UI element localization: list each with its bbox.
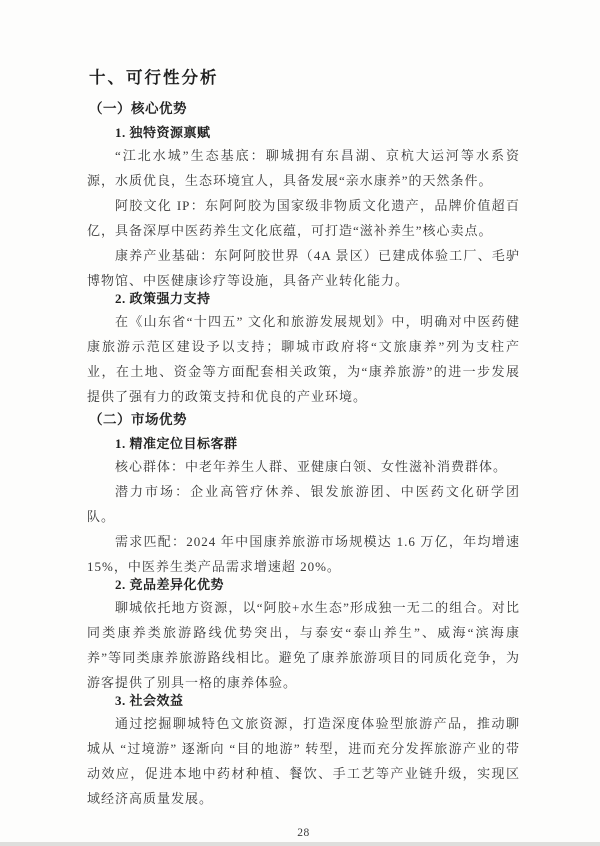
section-core-advantages — [87, 100, 520, 409]
subsection-heading-unique-resources: 1. 独特资源禀赋 — [115, 125, 211, 140]
section-heading-market-advantages: （二）市场优势 — [89, 412, 187, 427]
body-paragraph: 聊城依托地方资源，以“阿胶+水生态”形成独一无二的组合。对比同类康养类旅游路线优势突出，与泰安“泰山养生”、威海“滨海康养”等同类康养旅游路线相比。避免了康养旅游项目的同质化竞争，为游客提供了别具一格的康养体验。 — [87, 600, 520, 690]
subsection-heading-policy-support: 2. 政策强力支持 — [115, 291, 211, 306]
page-number: 28 — [297, 827, 310, 839]
subsection-heading-differentiation: 2. 竞品差异化优势 — [115, 577, 225, 592]
body-paragraph: 阿胶文化 IP：东阿阿胶为国家级非物质文化遗产，品牌价值超百亿，具备深厚中医药养生文化底蕴，可打造“滋补养生”核心卖点。 — [87, 198, 520, 238]
body-paragraph: 在《山东省“十四五” 文化和旅游发展规划》中，明确对中医药健康旅游示范区建设予以支持；聊城市政府将“文旅康养”列为支柱产业，在土地、资金等方面配套相关政策，为“康养旅游”的进一步发展提供了强有力的政策支持和优良的产业环境。 — [87, 314, 520, 404]
body-paragraph: 需求匹配：2024 年中国康养旅游市场规模达 1.6 万亿，年均增速 15%，中医养生类产品需求增速超 20%。 — [87, 534, 520, 574]
body-paragraph: “江北水城”生态基底：聊城拥有东昌湖、京杭大运河等水系资源，水质优良，生态环境宜人，具备发展“亲水康养”的天然条件。 — [87, 148, 520, 188]
subsection-heading-social-benefits: 3. 社会效益 — [115, 693, 184, 708]
section-heading-core-advantages: （一）核心优势 — [89, 101, 187, 116]
body-paragraph: 核心群体：中老年养生人群、亚健康白领、女性滋补消费群体。 — [114, 459, 507, 474]
page-bottom-edge — [0, 842, 600, 846]
page-footer — [87, 823, 520, 841]
body-paragraph: 通过挖掘聊城特色文旅资源，打造深度体验型旅游产品，推动聊城从 “过境游” 逐渐向 “目的地游” 转型，进而充分发挥旅游产业的带动效应，促进本地中药材种植、餐饮、手工艺等产业链升级，实现区域经济高质量发展。 — [87, 716, 520, 806]
body-paragraph: 潜力市场：企业高管疗休养、银发旅游团、中医药文化研学团队。 — [87, 484, 520, 524]
subsection-heading-target-customers: 1. 精准定位目标客群 — [115, 436, 238, 451]
section-market-advantages — [87, 411, 520, 811]
body-paragraph: 康养产业基础：东阿阿胶世界（4A 景区）已建成体验工厂、毛驴博物馆、中医健康诊疗等设施，具备产业转化能力。 — [87, 248, 520, 288]
doc-title: 十、可行性分析 — [89, 68, 219, 87]
